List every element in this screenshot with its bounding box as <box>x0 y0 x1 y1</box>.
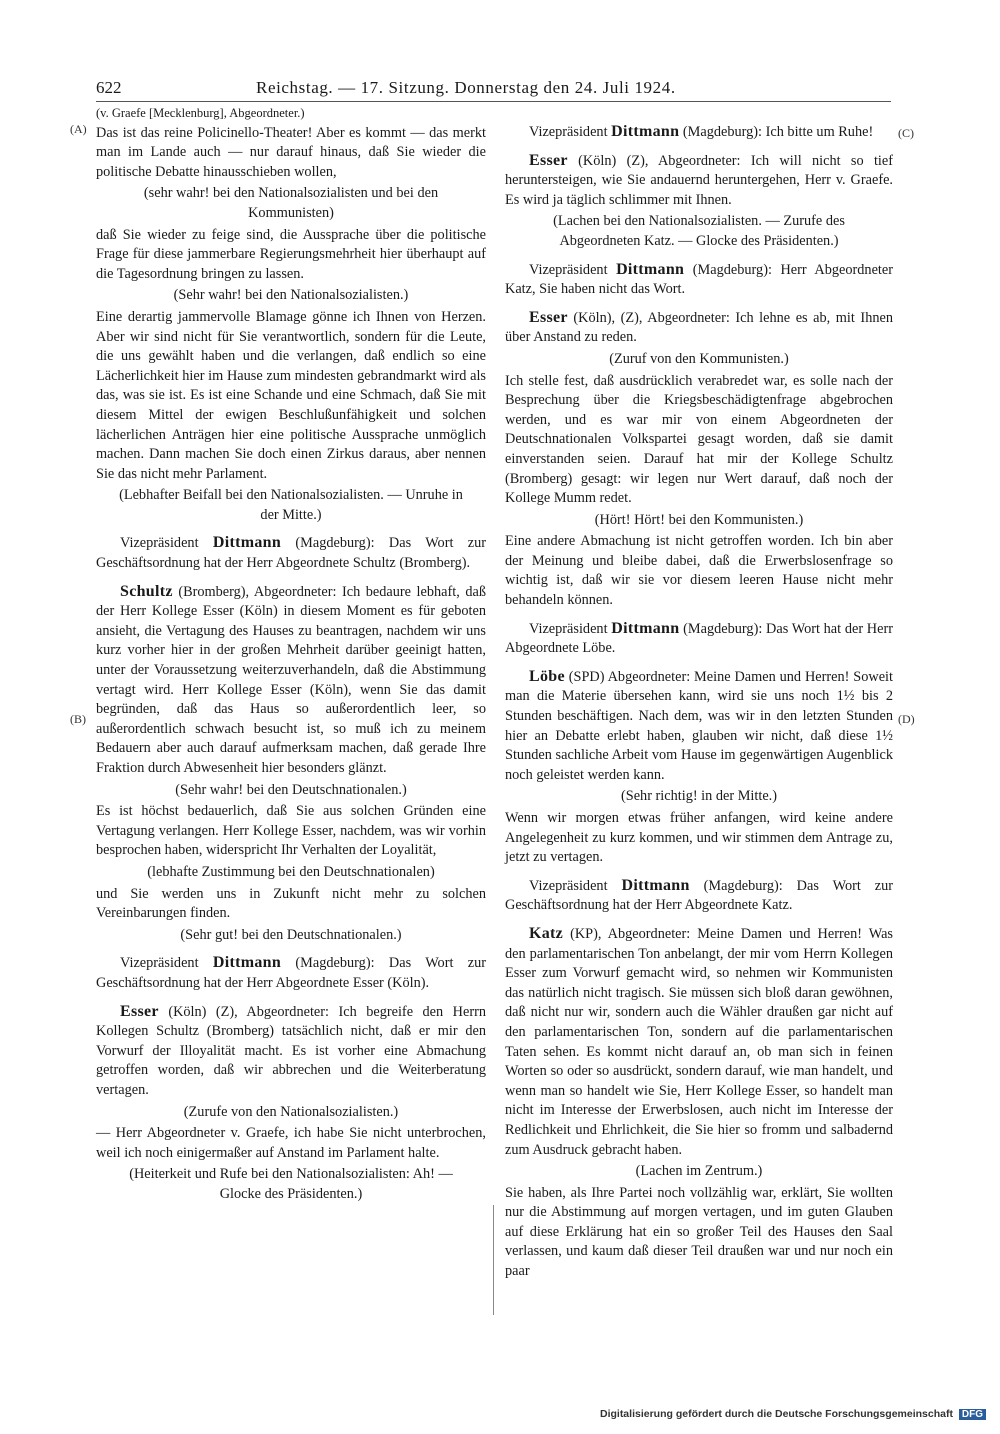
speech-text: (Bromberg), Abgeordneter: Ich bedaure lebhaft, daß der Herr Kollege Esser (Köln) in diesem Moment es für geboten ansieht, die Vertagung des Hauses zu beantragen, nachdem wir uns kurz vorher hier in der großen Mehrheit darüber geeinigt hatten, unter der Voraussetzung weiterzuverhandeln, daß die Abstimmung vertagt wird. Herr Kollege Esser (Köln), wenn Sie das damit begründen, daß das Haus so außerordentlich leer, so außerordentlich schwach besucht ist, so muß ich zu meinem Bedauern aber auch darauf aufmerksam machen, daß gerade Ihre Fraktion durch Abwesenheit hier besonders glänzt. <box>96 583 487 776</box>
speaker-name: Dittmann <box>616 260 685 278</box>
speaker-name: Esser <box>529 308 568 326</box>
page-number: 622 <box>96 78 122 97</box>
paragraph: Eine derartig jammervolle Blamage gönne ich Ihnen von Herzen. Aber wir sind nicht für Sie verantwortlich, sondern für die Leute, die uns gewählt haben und die verlangen, daß endlich so eine Lächerlichkeit hier im Hause zum mindesten gebrandmarkt wird als das, was sie ist. Es ist eine Schande und eine Schmach, daß Sie mit diesem Mittel der ewigen Beschlußunfähigkeit und solchen lächerlichen Anträgen hier eine politische Aussprache unmöglich machen. Dann machen Sie doch einen Zirkus daraus, aber nennen Sie das nicht mehr Parlament. <box>96 308 486 482</box>
interjection: (Sehr wahr! bei den Deutschnationalen.) <box>175 781 407 798</box>
dfg-logo: DFG <box>959 1409 986 1420</box>
speech-text: (Magdeburg): Das Wort zur Geschäftsordnung hat der Herr Abgeordnete Schultz (Bromberg). <box>96 535 487 572</box>
interjection: (Sehr richtig! in der Mitte.) <box>620 788 778 805</box>
interjection: (Sehr gut! bei den Deutschnationalen.) <box>180 926 402 943</box>
speech-text: (Magdeburg): Das Wort zur Geschäftsordnung hat der Herr Abgeordnete Katz. <box>505 877 894 914</box>
speaker-title: Vizepräsident <box>529 124 608 140</box>
speaker-title: Vizepräsident <box>529 620 608 637</box>
speech-text: (SPD) Abgeordneter: Meine Damen und Herren! Soweit man die Materie übersehen kann, wird sie uns noch 1½ bis 2 Stunden beschäftigen. Nach dem, was wir in den letzten Stunden hier an Debatte erlebt haben, glauben wir nicht, daß diese 1½ Stunden sachliche Arbeit vom Hause im gegenwärtigen Augenblick noch geleistet werden kann. <box>505 668 893 783</box>
paragraph: Wenn wir morgen etwas früher anfangen, wird keine andere Angelegenheit zu kurz kommen, und wir stimmen dem Antrage zu, jetzt zu vertagen. <box>505 810 893 866</box>
interjection: (Hört! Hört! bei den Kommunisten.) <box>594 511 804 528</box>
column-divider <box>493 1205 494 1315</box>
running-title: Reichstag. — 17. Sitzung. Donnerstag den 24. Juli 1924. <box>256 78 676 97</box>
interjection: (sehr wahr! bei den Nationalsozialisten und bei den Kommunisten) <box>143 185 439 221</box>
credit-text: Digitalisierung gefördert durch die Deutsche Forschungsgemeinschaft <box>599 1408 953 1420</box>
speaker-title: Vizepräsident <box>120 535 199 552</box>
speaker-name: Katz <box>529 924 564 942</box>
paragraph: und Sie werden uns in Zukunft nicht mehr zu solchen Vereinbarungen finden. <box>96 885 486 922</box>
speech-paragraph <box>505 308 893 348</box>
speech-text: (Köln), (Z), Abgeordneter: Ich lehne es ab, mit Ihnen über Anstand zu reden. <box>505 309 893 346</box>
page-header <box>96 78 891 102</box>
paragraph: — Herr Abgeordneter v. Graefe, ich habe Sie nicht unterbrochen, weil ich noch einigermaßer auf Anstand im Parlament halte. <box>96 1125 486 1161</box>
margin-marker-c: (C) <box>898 126 914 140</box>
interjection: (Sehr wahr! bei den Nationalsozialisten.) <box>173 287 409 304</box>
speech-text: (Magdeburg): Herr Abgeordneter Katz, Sie haben nicht das Wort. <box>505 261 893 298</box>
speaker-name: Dittmann <box>621 876 690 894</box>
speaker-name: Esser <box>120 1002 159 1020</box>
speech-text: (Köln) (Z), Abgeordneter: Ich will nicht so tief heruntersteigen, wie Sie andauernd heruntergehen, Herr v. Graefe. Es wird ja täglich schlimmer mit Ihnen. <box>505 152 893 208</box>
speech-text: (Magdeburg): Das Wort hat der Herr Abgeordnete Löbe. <box>505 620 893 657</box>
speech-paragraph <box>505 924 893 1160</box>
left-column <box>96 104 486 1206</box>
speaker-name: Esser <box>529 151 568 169</box>
paragraph: Eine andere Abmachung ist nicht getroffen worden. Ich bin aber der Meinung und bleibe dabei, daß die Erwerbslosenfrage so wichtig ist, daß wir sie vor diesem leeren Hause nicht mehr behandeln können. <box>505 533 893 609</box>
interjection: (Zurufe von den Nationalsozialisten.) <box>183 1103 399 1120</box>
speaker-title: Vizepräsident <box>120 955 199 972</box>
speech-paragraph <box>505 876 893 916</box>
speaker-name: Dittmann <box>212 954 282 972</box>
interjection: (Lebhafter Beifall bei den Nationalsozialisten. — Unruhe in der Mitte.) <box>119 487 463 523</box>
speech-text: (KP), Abgeordneter: Meine Damen und Herren! Was den parlamentarischen Ton anbelangt, der mir vom Herrn Kollegen Esser zum Vorwurf gemacht wird, so nehmen wir Kommunisten das natürlich nicht tragisch. Sie müssen sich bloß daran gewöhnen, daß nicht nur wir, sondern auch die Wähler draußen gar nicht auf den parlamentarischen Ton, sondern auf die parlamentarischen Taten sehen. Es kommt nicht darauf an, ob man sich in feinen Worten so oder so ausdrückt, sondern darauf, wie man handelt, und wenn man so handelt wie Sie, Herr Kollege Esser, so handelt man nicht im Interesse der Erwerbslosen, auch nicht im Interesse der Redlichkeit und Ehrlichkeit, die Sie hier so fromm und salbadernd zum Ausdruck gebracht haben. <box>505 925 893 1158</box>
digitization-credit <box>600 1408 986 1420</box>
speaker-name: Dittmann <box>212 534 282 552</box>
speech-paragraph <box>96 1002 486 1101</box>
speech-text: (Köln) (Z), Abgeordneter: Ich begreife den Herrn Kollegen Schultz (Bromberg) tatsächlich nicht, daß er mir den Vorwurf der Illoyalität macht. Es ist vorher eine Abmachung getroffen worden, daß wir abbrechen und die Weiterberatung vertagen. <box>96 1003 486 1098</box>
speaker-name: Löbe <box>529 667 565 685</box>
right-column <box>505 122 893 1282</box>
speech-paragraph <box>96 533 486 573</box>
speaker-title: Vizepräsident <box>529 877 608 894</box>
speech-paragraph <box>505 667 893 786</box>
paragraph: daß Sie wieder zu feige sind, die Aussprache über die politische Frage für diese jammerbare Regierungsmehrheit hier überhaupt auf die Tagesordnung bringen zu lassen. <box>96 226 486 282</box>
speaker-title: Vizepräsident <box>529 261 608 278</box>
header-rule <box>96 101 891 102</box>
margin-marker-b: (B) <box>70 712 86 726</box>
speech-paragraph <box>96 582 486 779</box>
interjection: (Zuruf von den Kommunisten.) <box>609 350 789 367</box>
speaker-name: Dittmann <box>611 123 680 140</box>
interjection: (Lachen bei den Nationalsozialisten. — Zurufe des Abgeordneten Katz. — Glocke des Präsidenten.) <box>553 213 845 249</box>
speech-paragraph <box>505 260 893 300</box>
interjection: (Lachen im Zentrum.) <box>635 1163 763 1180</box>
speech-text: (Magdeburg): Das Wort zur Geschäftsordnung hat der Herr Abgeordnete Esser (Köln). <box>96 955 487 991</box>
speaker-caption: (v. Graefe [Mecklenburg], Abgeordneter.) <box>96 106 305 120</box>
paragraph: Ich stelle fest, daß ausdrücklich verabredet war, es solle nach der Besprechung über die Kriegsbeschädigtenfrage abgebrochen werden, und es war mir von einem Abgeordneten der Deutschnationalen Volkspartei gesagt worden, daß sie damit einverstanden seien. Darauf hat mir der Kollege Schultz (Bromberg) gesagt: wir legen nur Wert darauf, daß noch der Kollege Mumm redet. <box>505 372 893 507</box>
speech-paragraph <box>96 953 486 993</box>
speech-paragraph <box>505 151 893 211</box>
speech-paragraph <box>505 619 893 659</box>
paragraph: Es ist höchst bedauerlich, daß Sie aus solchen Gründen eine Vertagung verlangen. Herr Kollege Esser, nachdem, was wir vorhin besprochen haben, widerspricht Ihr Verhalten der Loyalität, <box>96 803 486 859</box>
speech-text: (Magdeburg): Ich bitte um Ruhe! <box>682 124 874 140</box>
margin-marker-d: (D) <box>898 712 915 726</box>
margin-marker-a: (A) <box>70 122 87 136</box>
speaker-name: Schultz <box>120 582 173 600</box>
paragraph: Das ist das reine Policinello-Theater! Aber es kommt — das merkt man im Lande auch — nur darauf hinaus, daß Sie wieder die politische Debatte hinausschieben wollen, <box>96 124 486 180</box>
speech-paragraph <box>505 122 893 143</box>
paragraph: Sie haben, als Ihre Partei noch vollzählig war, erklärt, Sie wollten nur die Abstimmung auf morgen vertagen, und im guten Glauben auf diese Erklärung hat ein so großer Teil des Hauses den Saal verlassen, und kaum daß dieser Teil draußen war und nur noch ein paar <box>505 1184 893 1280</box>
interjection: (lebhafte Zustimmung bei den Deutschnationalen) <box>147 863 435 880</box>
interjection: (Heiterkeit und Rufe bei den Nationalsozialisten: Ah! — Glocke des Präsidenten.) <box>129 1166 453 1202</box>
speaker-name: Dittmann <box>611 619 680 637</box>
